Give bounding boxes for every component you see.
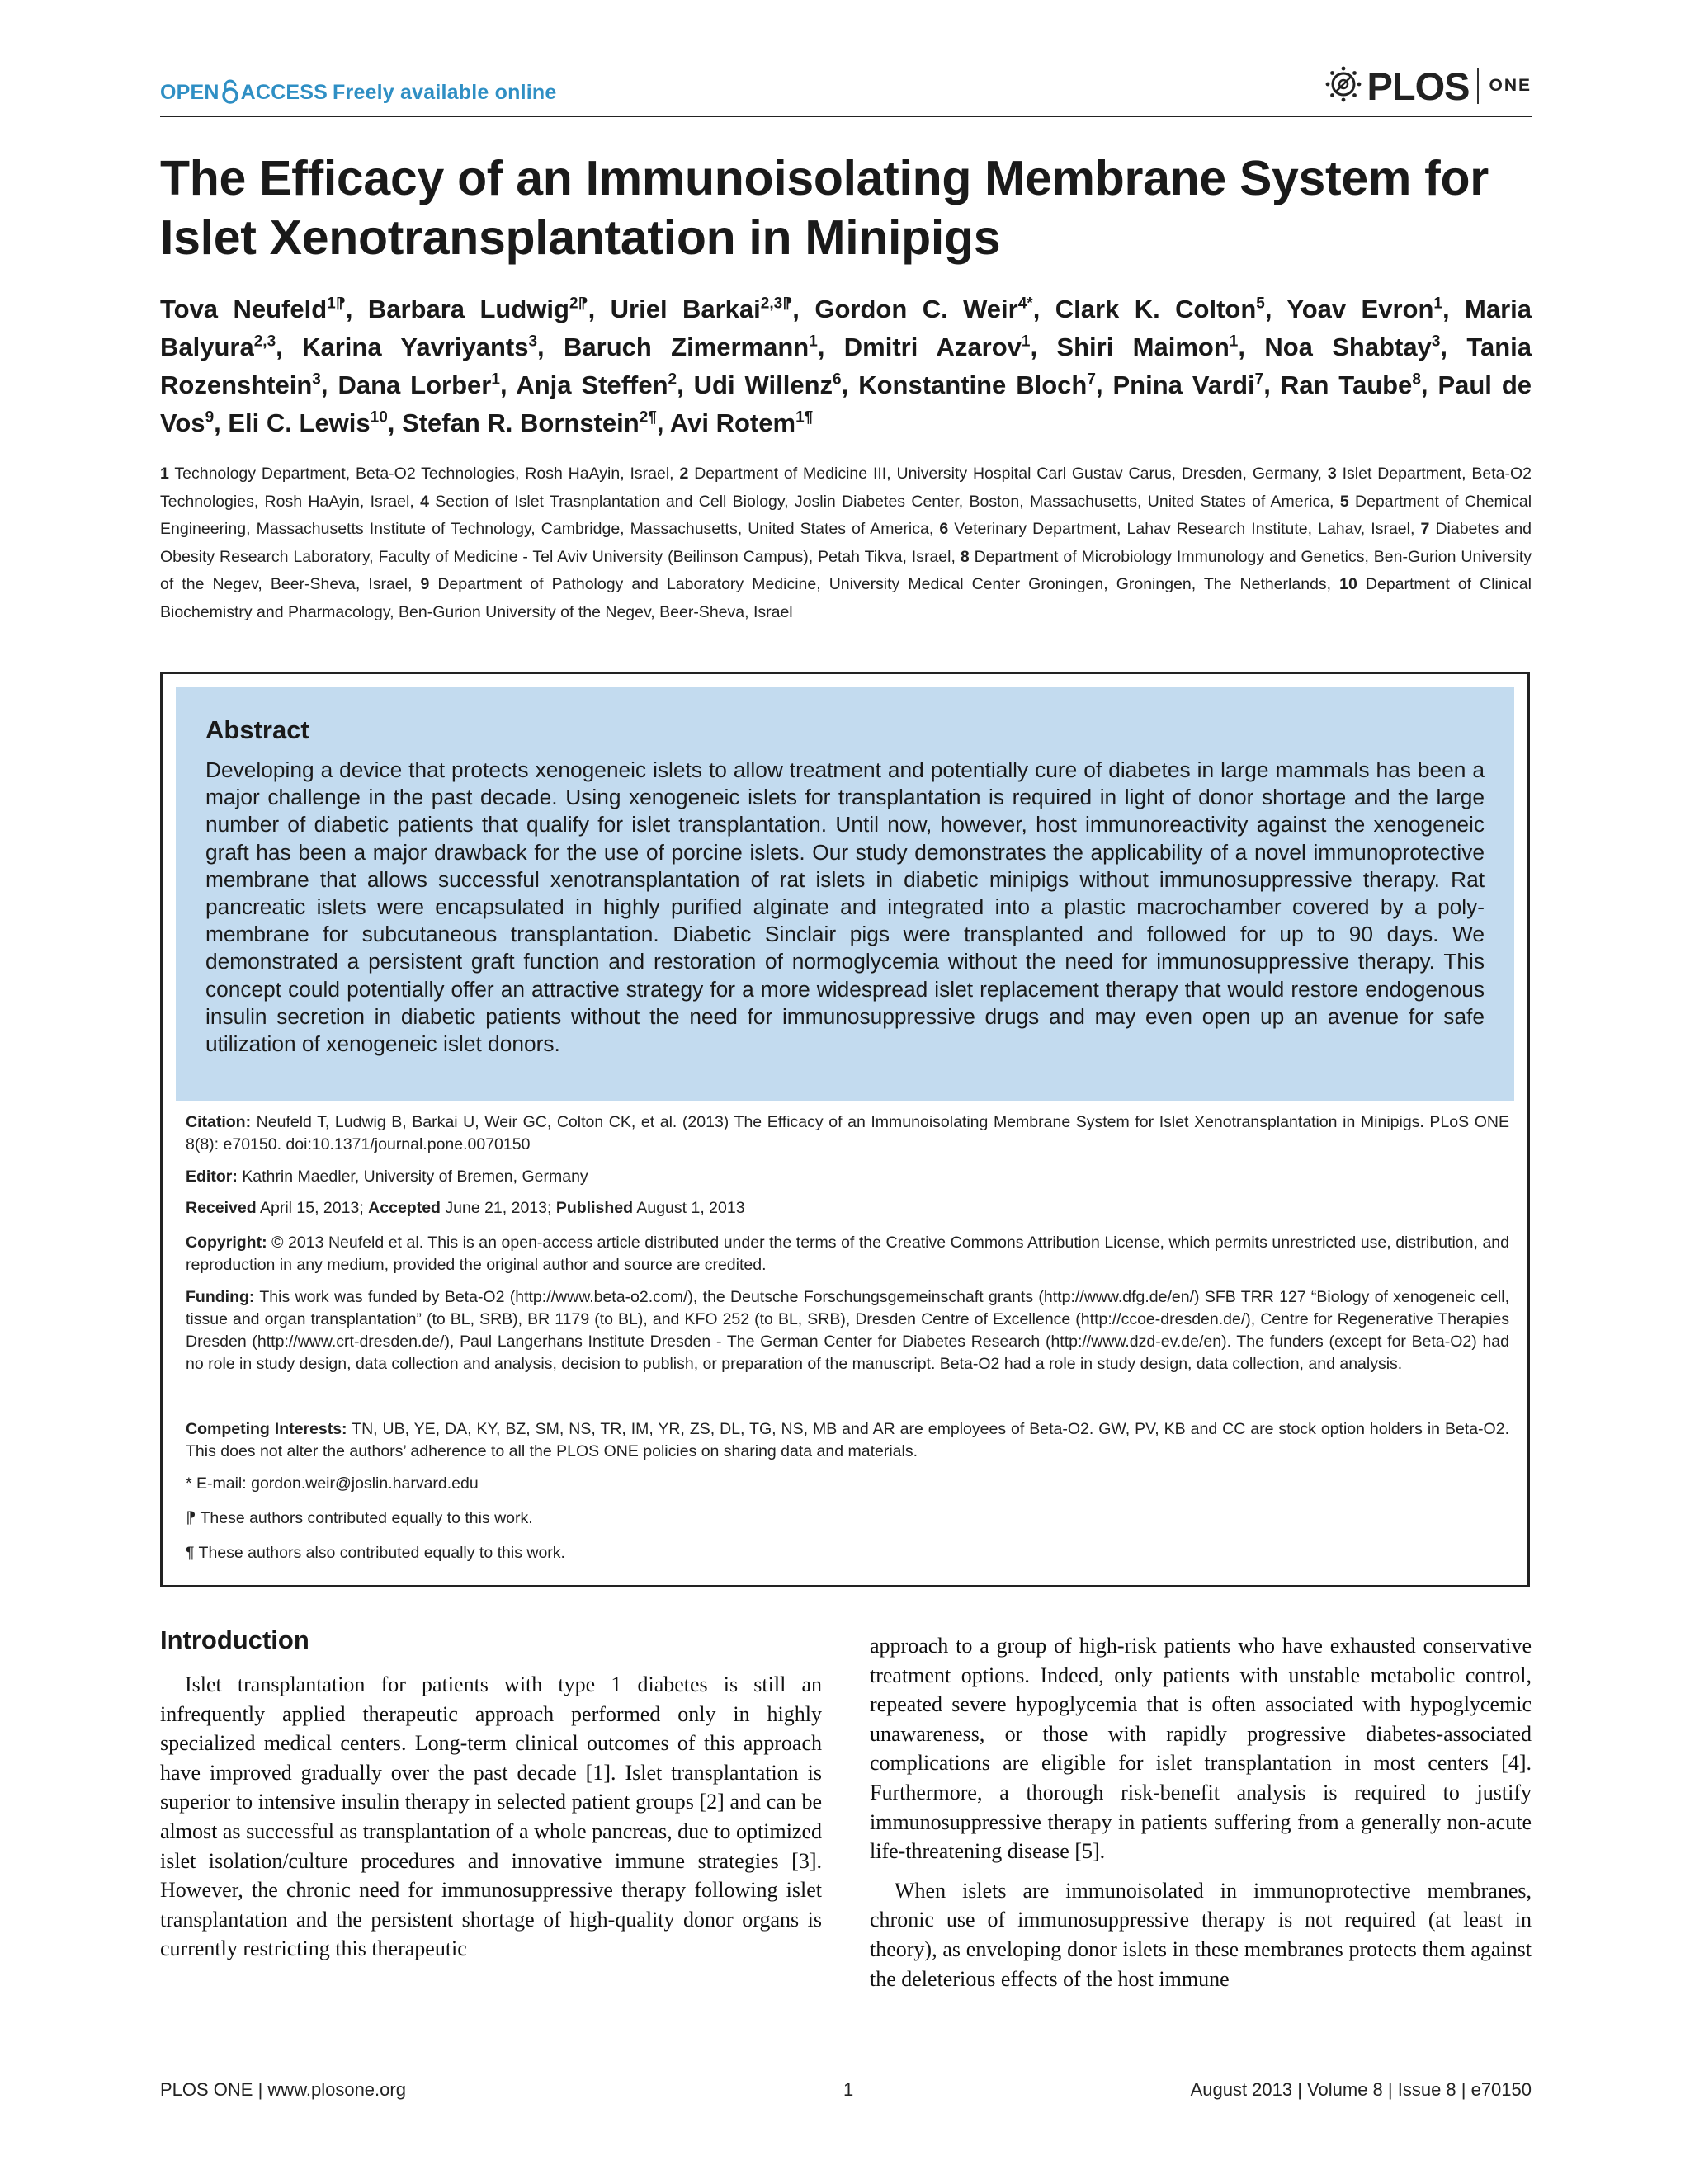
author-affiliation-marker: 6 (833, 370, 842, 389)
author-name: Shiri Maimon (1056, 333, 1230, 361)
affiliation-number: 9 (420, 575, 430, 593)
affiliation-number: 7 (1420, 520, 1430, 538)
received-label: Received (186, 1199, 257, 1217)
author-affiliation-marker: 3 (528, 333, 538, 351)
equal-contribution-note: ⁋ These authors contributed equally to this work. (186, 1509, 533, 1527)
open-label: OPEN (160, 81, 220, 104)
dates (186, 1197, 1509, 1219)
author-affiliation-marker: 1 (1433, 295, 1442, 313)
competing-text: TN, UB, YE, DA, KY, BZ, SM, NS, TR, IM, YR, ZS, DL, TG, NS, MB and AR are employees of Beta-O2. GW, PV, KB and CC are stock option holders in Beta-O2. This does not alter the authors’ adherence to all the PLOS ONE policies on sharing data and materials. (186, 1420, 1509, 1460)
author-name: Konstantine Bloch (858, 370, 1088, 399)
plos-wordmark: PLOS (1367, 64, 1470, 108)
author-name: Eli C. Lewis (228, 408, 371, 437)
intro-paragraph-3: When islets are immunoisolated in immunoprotective membranes, chronic use of immunosuppressive therapy is not required (at least in theory), as enveloping donor islets in these membranes protects them against the deleterious effects of the host immune (870, 1878, 1532, 1991)
author-name: Karina Yavriyants (302, 333, 529, 361)
affiliation-text: Department of Microbiology Immunology and Genetics, Ben-Gurion University of the Negev, Beer-Sheva, Israel, (160, 547, 1532, 593)
header-rule (160, 116, 1532, 117)
author-name: Dana Lorber (338, 370, 492, 399)
competing-interests (186, 1418, 1509, 1463)
plos-emblem-icon (1324, 65, 1362, 107)
editor-text: Kathrin Maedler, University of Bremen, Germany (242, 1167, 588, 1186)
accepted-label: Accepted (368, 1199, 441, 1217)
affiliation-text: Section of Islet Trasnplantation and Cell Biology, Joslin Diabetes Center, Boston, Massachusetts, United States of America, (435, 492, 1334, 511)
page (160, 0, 1532, 2184)
author-name: Avi Rotem (669, 408, 796, 437)
author-affiliation-marker: 2,3 (253, 333, 276, 351)
author-affiliation-marker: 5 (1256, 295, 1265, 313)
author-affiliation-marker: 2,3⁋ (760, 295, 793, 313)
author-name: Noa Shabtay (1264, 333, 1432, 361)
author-name: Ran Taube (1280, 370, 1413, 399)
funding-label: Funding: (186, 1288, 255, 1306)
affiliation-number: 5 (1339, 492, 1349, 511)
open-access-banner (160, 79, 556, 110)
author-name: Paul de Vos (160, 370, 1532, 437)
copyright-label: Copyright: (186, 1234, 267, 1252)
article-title: The Efficacy of an Immunoisolating Membrane System for Islet Xenotransplantation in Minipigs (160, 151, 1489, 265)
plos-one-label: ONE (1489, 76, 1532, 95)
author-affiliation-marker: 1 (1021, 333, 1031, 351)
affiliation-text: Diabetes and Obesity Research Laboratory, Faculty of Medicine - Tel Aviv University (Beilinson Campus), Petah Tikva, Israel, (160, 520, 1532, 566)
competing-label: Competing Interests: (186, 1420, 347, 1438)
affiliation-number: 6 (939, 520, 949, 538)
published-label: Published (555, 1199, 634, 1217)
author-name: Anja Steffen (516, 370, 668, 399)
affiliation-text: Technology Department, Beta-O2 Technologies, Rosh HaAyin, Israel, (174, 465, 674, 483)
author-affiliation-marker: 3 (312, 370, 321, 389)
footer-issue: August 2013 | Volume 8 | Issue 8 | e70150 (1190, 2079, 1532, 2100)
author-affiliation-marker: 10 (370, 408, 388, 427)
footer-journal: PLOS ONE | www.plosone.org (160, 2079, 406, 2100)
intro-paragraph-2: approach to a group of high-risk patients who have exhausted conservative treatment options. Indeed, only patients with unstable metabolic control, repeated severe hypoglycemia that is often associated with hypoglycemic unawareness, or those with rapidly progressive diabetes-associated complications are eligible for islet transplantation in most centers [4]. Furthermore, a thorough risk-benefit analysis is required to justify immunosuppressive therapy in patients suffering from a generally non-acute life-threatening disease [5]. (870, 1634, 1532, 1864)
abstract-text: Developing a device that protects xenogeneic islets to allow treatment and potentially cure of diabetes in large mammals has been a major challenge in the past decade. Using xenogeneic islets for transplantation is required in light of donor shortage and the large number of diabetic patients that qualify for islet transplantation. Until now, however, host immunoreactivity against the xenogeneic graft has been a major drawback for the use of porcine islets. Our study demonstrates the applicability of a novel immunoprotective membrane that allows successful xenotransplantation of rat islets in diabetic minipigs without immunosuppressive therapy. Rat pancreatic islets were encapsulated in highly purified alginate and integrated into a plastic macrochamber covered by a poly-membrane for subcutaneous transplantation. Diabetic Sinclair pigs were transplanted and followed for up to 90 days. We demonstrated a persistent graft function and restoration of normoglycemia without the need for immunosuppressive therapy. This concept could potentially offer an attractive strategy for a more widespread islet replacement therapy that would restore endogenous insulin secretion in diabetic patients without the need for immunosuppressive drugs and may even open up an avenue for safe utilization of xenogeneic islet donors. (205, 757, 1485, 1057)
author-affiliation-marker: 3 (1431, 333, 1441, 351)
author-name: Gordon C. Weir (814, 295, 1018, 323)
corresponding-email: * E-mail: gordon.weir@joslin.harvard.edu (186, 1474, 479, 1493)
author-affiliation-marker: 2¶ (639, 408, 657, 427)
affiliation-number: 8 (960, 547, 970, 566)
author-affiliation-marker: 9 (205, 408, 215, 427)
free-online-label: Freely available online (333, 81, 557, 104)
left-column (160, 1625, 822, 1964)
editor-label: Editor: (186, 1167, 238, 1186)
citation-label: Citation: (186, 1113, 252, 1131)
intro-paragraph-1: Islet transplantation for patients with type 1 diabetes is still an infrequently applied therapeutic approach performed only in highly specialized medical centers. Long-term clinical outcomes of this approach have improved gradually over the past decade [1]. Islet transplantation is superior to intensive insulin therapy in selected patient groups [2] and can be almost as successful as transplantation of a whole pancreas, due to optimized islet isolation/culture procedures and innovative immune strategies [3]. However, the chronic need for immunosuppressive therapy following islet transplantation and the persistent shortage of high-quality donor organs is currently restricting this therapeutic (160, 1672, 822, 1961)
right-column (870, 1631, 1532, 1993)
author-affiliation-marker: 1 (1229, 333, 1239, 351)
author-name: Pnina Vardi (1112, 370, 1255, 399)
author-affiliation-marker: 7 (1087, 370, 1096, 389)
abstract-box (176, 687, 1514, 1101)
author-affiliation-marker: 2 (668, 370, 677, 389)
author-affiliation-marker: 1 (491, 370, 500, 389)
editor (186, 1166, 1509, 1188)
author-name: Stefan R. Bornstein (402, 408, 640, 437)
funding-text: This work was funded by Beta-O2 (http://www.beta-o2.com/), the Deutsche Forschungsgemeinschaft grants (http://www.dfg.de/en/) SFB TRR 127 “Biology of xenogeneic cell, tissue and organ transplantation” (to BL, SRB), BR 1179 (to BL), and KFO 252 (to BL, SRB), Dresden Centre of Excellence (http://ccoe-dresden.de/), Centre for Regenerative Therapies Dresden (http://www.crt-dresden.de/), Paul Langerhans Institute Dresden - The German Center for Diabetes Research (http://www.dzd-ev.de/en). The funders (except for Beta-O2) had no role in study design, data collection and analysis, decision to publish, or preparation of the manuscript. Beta-O2 had a role in study design, data collection, and analysis. (186, 1288, 1509, 1373)
author-name: Barbara Ludwig (367, 295, 569, 323)
author-list: Tova Neufeld$^{1⁋}$, Barbara Ludwig$^{2⁋}$, Uriel Barkai$^{2,3⁋}$, Gordon C. Weir$^{4*}$, Clark K. Colton$^5$, Yoav Evron$^1$, Maria Balyura$^{2,3}$, Karina Yavriyants$^3$, Baruch Zimermann$^1$, Dmitri Azarov$^1$, Shiri Maimon$^1$, Noa Shabtay$^3$, Tania Rozenshtein$^3$, Dana Lorber$^1$, Anja Steffen$^2$, Udi Willenz$^6$, Konstantine Bloch$^7$, Pnina Vardi$^7$, Ran Taube$^8$, Paul de Vos$^9$, Eli C. Lewis$^{10}$, Stefan R. Bornstein$^{2\P}$, Avi Rotem$^{1\P}$ (160, 295, 1532, 437)
affiliation-text: Department of Clinical Biochemistry and Pharmacology, Ben-Gurion University of the Negev, Beer-Sheva, Israel (160, 575, 1532, 621)
author-name: Tova Neufeld (160, 295, 328, 323)
access-label: ACCESS (240, 81, 328, 104)
author-affiliation-marker: 1⁋ (327, 295, 346, 313)
affiliation-text: Islet Department, Beta-O2 Technologies, Rosh HaAyin, Israel, (160, 465, 1532, 511)
affiliation-number: 1 (160, 465, 169, 483)
open-access-lock-icon (222, 79, 238, 110)
author-name: Maria Balyura (160, 295, 1532, 361)
author-affiliation-marker: 8 (1412, 370, 1421, 389)
citation (186, 1111, 1509, 1156)
author-name: Uriel Barkai (610, 295, 761, 323)
author-name: Baruch Zimermann (564, 333, 810, 361)
also-equal-contribution-note: ¶ These authors also contributed equally to this work. (186, 1544, 565, 1562)
author-name: Dmitri Azarov (843, 333, 1022, 361)
author-affiliation-marker: 1 (809, 333, 818, 351)
affiliation-number: 10 (1339, 575, 1357, 593)
footer-page-number: 1 (843, 2079, 854, 2100)
author-affiliation-marker: 1¶ (795, 408, 814, 427)
author-affiliation-marker: 2⁋ (569, 295, 588, 313)
copyright-text: © 2013 Neufeld et al. This is an open-access article distributed under the terms of the Creative Commons Attribution License, which permits unrestricted use, distribution, and reproduction in any medium, provided the original author and source are credited. (186, 1234, 1509, 1274)
plos-one-logo (1324, 63, 1532, 109)
accepted-date: June 21, 2013; (445, 1199, 552, 1217)
published-date: August 1, 2013 (636, 1199, 745, 1217)
author-name: Clark K. Colton (1055, 295, 1257, 323)
article-info-frame (160, 672, 1530, 1587)
author-name: Tania Rozenshtein (160, 333, 1532, 399)
author-name: Udi Willenz (693, 370, 833, 399)
affiliation-number: 2 (679, 465, 689, 483)
affiliation-text: Department of Medicine III, University Hospital Carl Gustav Carus, Dresden, Germany, (694, 465, 1322, 483)
citation-text: Neufeld T, Ludwig B, Barkai U, Weir GC, Colton CK, et al. (2013) The Efficacy of an Immunoisolating Membrane System for Islet Xenotransplantation in Minipigs. PLoS ONE 8(8): e70150. doi:10.1371/journal.pone.0070150 (186, 1113, 1509, 1153)
affiliation-text: Department of Pathology and Laboratory Medicine, University Medical Center Groningen, Groningen, The Netherlands, (437, 575, 1332, 593)
received-date: April 15, 2013; (259, 1199, 364, 1217)
affiliation-number: 3 (1327, 465, 1337, 483)
author-affiliation-marker: 7 (1254, 370, 1264, 389)
abstract-heading: Abstract (205, 715, 309, 744)
copyright (186, 1232, 1509, 1276)
author-affiliation-marker: 4* (1017, 295, 1033, 313)
introduction-heading: Introduction (160, 1625, 309, 1654)
logo-divider (1477, 68, 1479, 104)
funding (186, 1286, 1509, 1375)
affiliations (160, 460, 1532, 626)
affiliation-text: Department of Chemical Engineering, Massachusetts Institute of Technology, Cambridge, Massachusetts, United States of America, (160, 492, 1532, 538)
author-name: Yoav Evron (1286, 295, 1434, 323)
affiliation-number: 4 (420, 492, 429, 511)
affiliation-text: Veterinary Department, Lahav Research Institute, Lahav, Israel, (954, 520, 1415, 538)
